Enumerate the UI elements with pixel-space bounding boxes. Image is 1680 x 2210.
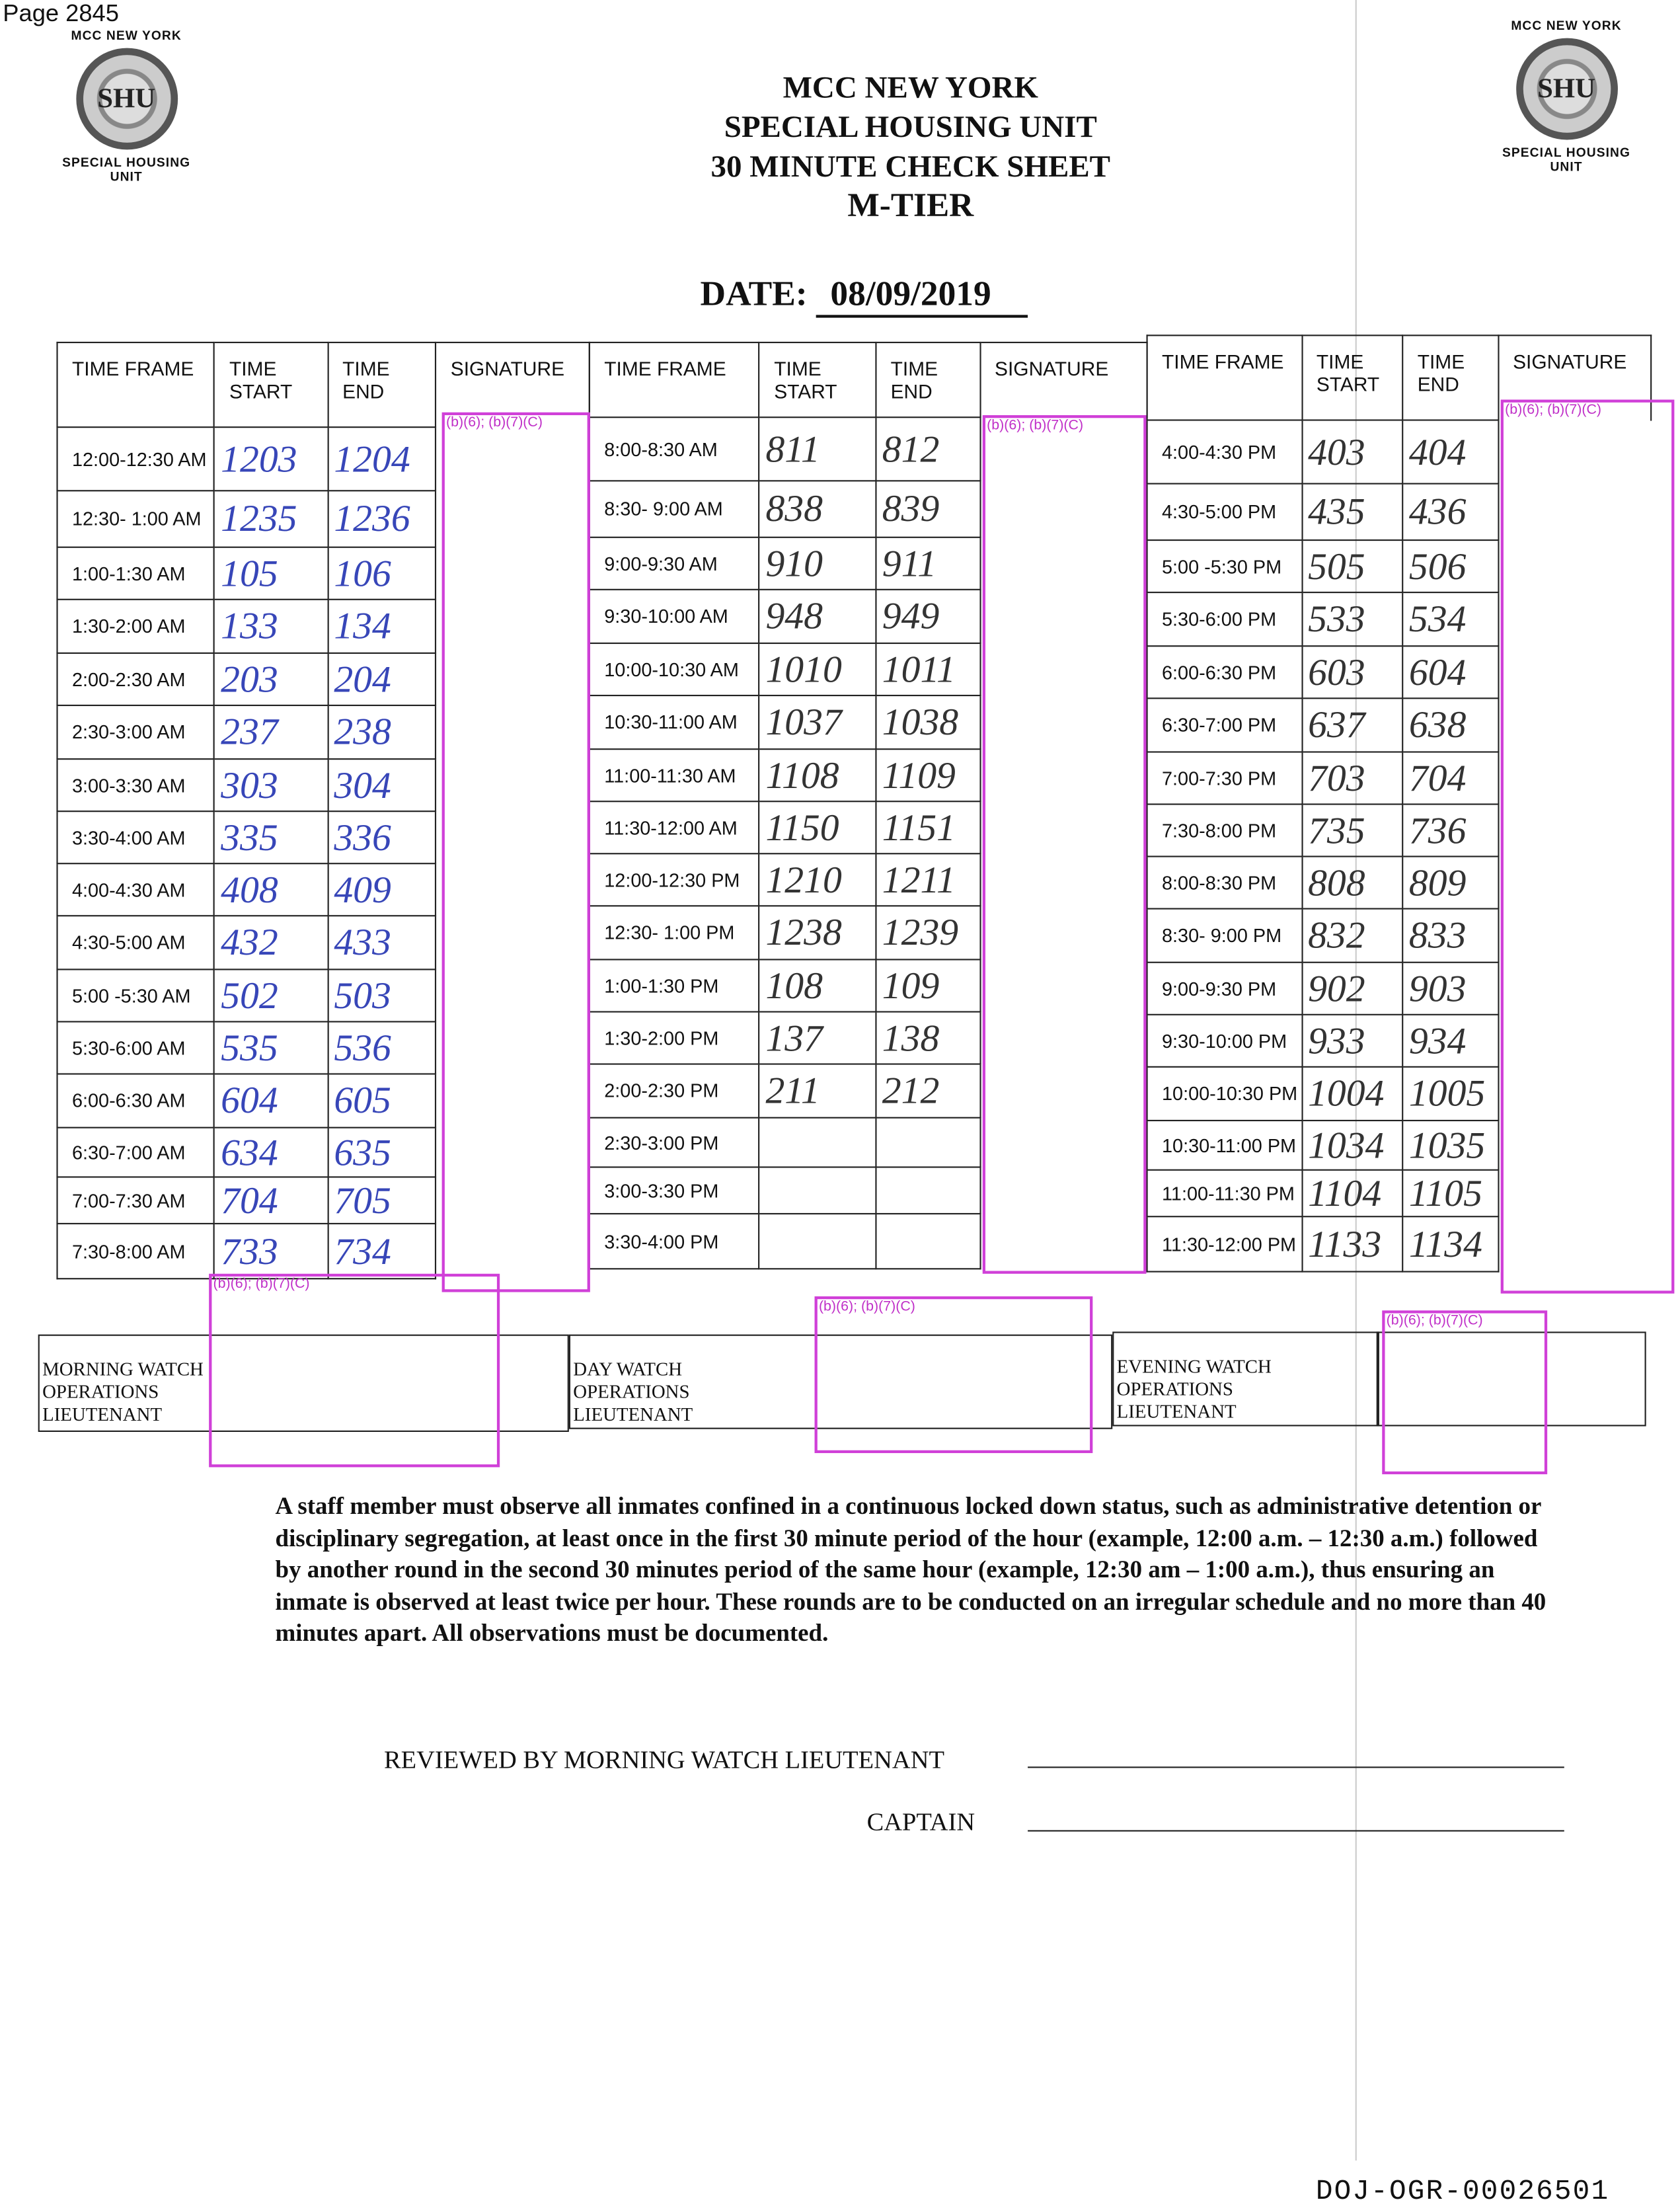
time-end-cell: 109 bbox=[876, 959, 979, 1011]
time-frame-cell: 9:00-9:30 PM bbox=[1147, 963, 1302, 1015]
bates-number: DOJ-OGR-00026501 bbox=[1315, 2176, 1610, 2209]
time-frame-cell: 2:00-2:30 AM bbox=[57, 653, 215, 705]
redaction-label: (b)(6); (b)(7)(C) bbox=[1386, 1313, 1483, 1329]
time-frame-cell: 10:00-10:30 PM bbox=[1147, 1067, 1302, 1121]
time-start-cell: 432 bbox=[215, 916, 328, 969]
time-end-cell: 204 bbox=[328, 653, 436, 705]
time-end-cell: 1211 bbox=[876, 853, 979, 906]
redaction-box bbox=[1382, 1310, 1547, 1474]
time-end-cell: 1236 bbox=[328, 491, 436, 547]
time-end-cell: 604 bbox=[1402, 646, 1498, 698]
time-frame-cell: 6:00-6:30 PM bbox=[1147, 646, 1302, 698]
time-start-cell: 838 bbox=[759, 481, 876, 537]
time-start-cell: 435 bbox=[1301, 484, 1402, 540]
time-end-cell: 1239 bbox=[876, 906, 979, 959]
time-frame-cell: 2:00-2:30 PM bbox=[590, 1064, 759, 1118]
time-frame-cell: 1:00-1:30 PM bbox=[590, 959, 759, 1011]
time-frame-cell: 5:00 -5:30 AM bbox=[57, 969, 215, 1021]
time-frame-cell: 12:00-12:30 PM bbox=[590, 853, 759, 906]
time-frame-cell: 7:30-8:00 PM bbox=[1147, 805, 1302, 857]
time-start-cell bbox=[759, 1118, 876, 1167]
column-header-time-end: TIME END bbox=[328, 342, 436, 427]
time-start-cell bbox=[759, 1167, 876, 1213]
morning-lieutenant-label: MORNING WATCH OPERATIONS LIEUTENANT bbox=[42, 1358, 204, 1425]
time-frame-cell: 3:00-3:30 PM bbox=[590, 1167, 759, 1213]
time-end-cell: 605 bbox=[328, 1074, 436, 1128]
time-start-cell: 948 bbox=[759, 590, 876, 643]
time-start-cell: 811 bbox=[759, 417, 876, 481]
time-end-cell: 1011 bbox=[876, 643, 979, 695]
time-frame-cell: 8:30- 9:00 AM bbox=[590, 481, 759, 537]
time-frame-cell: 6:30-7:00 AM bbox=[57, 1128, 215, 1177]
time-frame-cell: 3:30-4:00 PM bbox=[590, 1214, 759, 1269]
time-frame-cell: 4:00-4:30 AM bbox=[57, 863, 215, 916]
time-start-cell: 535 bbox=[215, 1021, 328, 1074]
time-frame-cell: 6:00-6:30 AM bbox=[57, 1074, 215, 1128]
time-start-cell: 902 bbox=[1301, 963, 1402, 1015]
time-start-cell: 502 bbox=[215, 969, 328, 1021]
time-start-cell: 1010 bbox=[759, 643, 876, 695]
time-end-cell: 1109 bbox=[876, 749, 979, 801]
time-end-cell: 433 bbox=[328, 916, 436, 969]
time-end-cell: 704 bbox=[1402, 752, 1498, 804]
time-end-cell: 839 bbox=[876, 481, 979, 537]
time-frame-cell: 11:00-11:30 PM bbox=[1147, 1170, 1302, 1216]
redaction-box bbox=[209, 1274, 500, 1468]
time-frame-cell: 12:00-12:30 AM bbox=[57, 427, 215, 491]
time-start-cell: 634 bbox=[215, 1128, 328, 1177]
time-end-cell: 705 bbox=[328, 1177, 436, 1223]
page-label: Page 2845 bbox=[3, 0, 119, 27]
time-end-cell: 534 bbox=[1402, 592, 1498, 646]
time-end-cell: 404 bbox=[1402, 420, 1498, 483]
shu-seal-icon: SHU bbox=[1515, 38, 1617, 140]
divider bbox=[1377, 1331, 1379, 1426]
time-frame-cell: 5:30-6:00 PM bbox=[1147, 592, 1302, 646]
column-header-time-start: TIME START bbox=[215, 342, 328, 427]
redaction-box bbox=[815, 1296, 1093, 1453]
time-end-cell: 1151 bbox=[876, 801, 979, 853]
reviewed-signature-line bbox=[1028, 1766, 1564, 1768]
time-frame-cell: 11:30-12:00 PM bbox=[1147, 1216, 1302, 1271]
logo-bottom-text: SPECIAL HOUSING UNIT bbox=[1502, 145, 1631, 174]
time-frame-cell: 4:30-5:00 PM bbox=[1147, 484, 1302, 540]
time-end-cell: 1134 bbox=[1402, 1216, 1498, 1271]
date-label: DATE: bbox=[700, 275, 808, 314]
policy-text: A staff member must observe all inmates confined in a continuous locked down status, such as administrative detention or disciplinary segregation, at least once in the first 30 minute period of the hour (example, 12:00 a.m. – 12:30 a.m.) followed by another round in the second 30 minutes period of the same hour (example, 12:30 am – 1:00 a.m.), thus ensuring an inmate is observed at least twice per hour. These rounds are to be conducted on an irregular schedule and no more than 40 minutes apart. All observations must be documented. bbox=[275, 1492, 1546, 1647]
date-value: 08/09/2019 bbox=[816, 276, 1028, 318]
time-start-cell: 832 bbox=[1301, 909, 1402, 963]
time-start-cell: 408 bbox=[215, 863, 328, 916]
time-end-cell: 212 bbox=[876, 1064, 979, 1118]
time-frame-cell: 3:00-3:30 AM bbox=[57, 759, 215, 811]
time-end-cell: 1038 bbox=[876, 695, 979, 749]
time-start-cell: 733 bbox=[215, 1224, 328, 1279]
column-header-time-start: TIME START bbox=[759, 342, 876, 417]
time-end-cell: 736 bbox=[1402, 805, 1498, 857]
captain-label: CAPTAIN bbox=[866, 1807, 975, 1836]
time-start-cell: 1238 bbox=[759, 906, 876, 959]
time-start-cell: 1150 bbox=[759, 801, 876, 853]
evening-lieutenant-box bbox=[1112, 1331, 1646, 1426]
redaction-box bbox=[442, 413, 590, 1292]
time-start-cell: 533 bbox=[1301, 592, 1402, 646]
evening-lieutenant-label: EVENING WATCH OPERATIONS LIEUTENANT bbox=[1116, 1355, 1272, 1423]
time-frame-cell: 10:30-11:00 PM bbox=[1147, 1121, 1302, 1170]
column-header-signature: SIGNATURE bbox=[980, 342, 1147, 417]
time-end-cell: 506 bbox=[1402, 540, 1498, 592]
time-end-cell: 638 bbox=[1402, 698, 1498, 752]
time-frame-cell: 4:30-5:00 AM bbox=[57, 916, 215, 969]
title-line-3: 30 MINUTE CHECK SHEET bbox=[710, 148, 1111, 184]
redaction-box bbox=[983, 415, 1147, 1274]
date-field bbox=[701, 276, 1028, 318]
time-end-cell bbox=[876, 1167, 979, 1213]
column-header-signature: SIGNATURE bbox=[1498, 335, 1652, 420]
time-start-cell: 1034 bbox=[1301, 1121, 1402, 1170]
time-frame-cell: 10:00-10:30 AM bbox=[590, 643, 759, 695]
redaction-label: (b)(6); (b)(7)(C) bbox=[446, 415, 543, 431]
time-frame-cell: 7:00-7:30 PM bbox=[1147, 752, 1302, 804]
time-end-cell: 1035 bbox=[1402, 1121, 1498, 1170]
time-frame-cell: 7:00-7:30 AM bbox=[57, 1177, 215, 1223]
time-end-cell: 734 bbox=[328, 1224, 436, 1279]
time-start-cell: 910 bbox=[759, 537, 876, 590]
time-frame-cell: 11:30-12:00 AM bbox=[590, 801, 759, 853]
time-end-cell: 304 bbox=[328, 759, 436, 811]
time-start-cell: 403 bbox=[1301, 420, 1402, 483]
time-start-cell: 1133 bbox=[1301, 1216, 1402, 1271]
time-start-cell: 604 bbox=[215, 1074, 328, 1128]
time-start-cell: 603 bbox=[1301, 646, 1402, 698]
time-end-cell: 409 bbox=[328, 863, 436, 916]
time-end-cell: 503 bbox=[328, 969, 436, 1021]
time-frame-cell: 6:30-7:00 PM bbox=[1147, 698, 1302, 752]
title-tier: M-TIER bbox=[847, 188, 974, 225]
time-frame-cell: 9:30-10:00 AM bbox=[590, 590, 759, 643]
reviewed-by-label: REVIEWED BY MORNING WATCH LIEUTENANT bbox=[384, 1745, 944, 1774]
time-start-cell: 933 bbox=[1301, 1015, 1402, 1067]
time-frame-cell: 9:00-9:30 AM bbox=[590, 537, 759, 590]
title-line-2: SPECIAL HOUSING UNIT bbox=[724, 108, 1097, 144]
time-frame-cell: 5:00 -5:30 PM bbox=[1147, 540, 1302, 592]
time-start-cell: 1108 bbox=[759, 749, 876, 801]
time-end-cell bbox=[876, 1214, 979, 1269]
time-frame-cell: 1:30-2:00 AM bbox=[57, 600, 215, 653]
time-start-cell: 1235 bbox=[215, 491, 328, 547]
logo-top-text: MCC NEW YORK bbox=[1511, 18, 1622, 33]
time-start-cell: 303 bbox=[215, 759, 328, 811]
time-start-cell: 1203 bbox=[215, 427, 328, 491]
sheet-title bbox=[558, 68, 1264, 226]
time-frame-cell: 2:30-3:00 AM bbox=[57, 705, 215, 759]
time-end-cell: 949 bbox=[876, 590, 979, 643]
column-header-time-end: TIME END bbox=[876, 342, 979, 417]
time-start-cell bbox=[759, 1214, 876, 1269]
column-header-time-end: TIME END bbox=[1402, 335, 1498, 420]
time-start-cell: 105 bbox=[215, 547, 328, 600]
time-start-cell: 637 bbox=[1301, 698, 1402, 752]
title-line-1: MCC NEW YORK bbox=[783, 69, 1038, 105]
time-frame-cell: 11:00-11:30 AM bbox=[590, 749, 759, 801]
time-end-cell: 812 bbox=[876, 417, 979, 481]
time-end-cell: 1105 bbox=[1402, 1170, 1498, 1216]
time-end-cell bbox=[876, 1118, 979, 1167]
time-end-cell: 1204 bbox=[328, 427, 436, 491]
time-end-cell: 635 bbox=[328, 1128, 436, 1177]
column-header-time-frame: TIME FRAME bbox=[57, 342, 215, 427]
time-start-cell: 1004 bbox=[1301, 1067, 1402, 1121]
time-start-cell: 133 bbox=[215, 600, 328, 653]
time-start-cell: 335 bbox=[215, 811, 328, 863]
time-end-cell: 106 bbox=[328, 547, 436, 600]
time-frame-cell: 1:30-2:00 PM bbox=[590, 1012, 759, 1064]
column-header-time-start: TIME START bbox=[1301, 335, 1402, 420]
time-end-cell: 436 bbox=[1402, 484, 1498, 540]
logo-bottom-text: SPECIAL HOUSING UNIT bbox=[62, 155, 191, 184]
column-header-time-frame: TIME FRAME bbox=[590, 342, 759, 417]
time-frame-cell: 4:00-4:30 PM bbox=[1147, 420, 1302, 483]
time-end-cell: 336 bbox=[328, 811, 436, 863]
time-end-cell: 903 bbox=[1402, 963, 1498, 1015]
time-frame-cell: 5:30-6:00 AM bbox=[57, 1021, 215, 1074]
time-start-cell: 237 bbox=[215, 705, 328, 759]
time-start-cell: 137 bbox=[759, 1012, 876, 1064]
time-end-cell: 911 bbox=[876, 537, 979, 590]
column-header-time-frame: TIME FRAME bbox=[1147, 335, 1302, 420]
time-frame-cell: 12:30- 1:00 AM bbox=[57, 491, 215, 547]
time-start-cell: 505 bbox=[1301, 540, 1402, 592]
time-start-cell: 203 bbox=[215, 653, 328, 705]
time-frame-cell: 10:30-11:00 AM bbox=[590, 695, 759, 749]
time-end-cell: 809 bbox=[1402, 857, 1498, 909]
captain-signature-line bbox=[1028, 1830, 1564, 1831]
day-lieutenant-label: DAY WATCH OPERATIONS LIEUTENANT bbox=[573, 1358, 693, 1425]
shu-logo-right bbox=[1500, 19, 1634, 174]
time-frame-cell: 8:00-8:30 PM bbox=[1147, 857, 1302, 909]
time-end-cell: 238 bbox=[328, 705, 436, 759]
time-start-cell: 703 bbox=[1301, 752, 1402, 804]
redaction-label: (b)(6); (b)(7)(C) bbox=[987, 418, 1084, 434]
shu-seal-icon: SHU bbox=[75, 48, 177, 150]
time-end-cell: 833 bbox=[1402, 909, 1498, 963]
time-frame-cell: 8:00-8:30 AM bbox=[590, 417, 759, 481]
time-start-cell: 735 bbox=[1301, 805, 1402, 857]
time-frame-cell: 2:30-3:00 PM bbox=[590, 1118, 759, 1167]
redaction-label: (b)(6); (b)(7)(C) bbox=[213, 1277, 310, 1292]
logo-top-text: MCC NEW YORK bbox=[71, 28, 182, 43]
redaction-label: (b)(6); (b)(7)(C) bbox=[1505, 402, 1602, 418]
time-start-cell: 704 bbox=[215, 1177, 328, 1223]
time-start-cell: 1037 bbox=[759, 695, 876, 749]
time-frame-cell: 1:00-1:30 AM bbox=[57, 547, 215, 600]
time-frame-cell: 8:30- 9:00 PM bbox=[1147, 909, 1302, 963]
time-end-cell: 1005 bbox=[1402, 1067, 1498, 1121]
redaction-box bbox=[1501, 400, 1675, 1294]
time-start-cell: 1210 bbox=[759, 853, 876, 906]
header-row bbox=[590, 342, 1147, 417]
time-frame-cell: 9:30-10:00 PM bbox=[1147, 1015, 1302, 1067]
shu-logo-left bbox=[59, 28, 194, 184]
time-end-cell: 536 bbox=[328, 1021, 436, 1074]
time-start-cell: 108 bbox=[759, 959, 876, 1011]
time-frame-cell: 3:30-4:00 AM bbox=[57, 811, 215, 863]
column-header-signature: SIGNATURE bbox=[436, 342, 589, 427]
time-end-cell: 934 bbox=[1402, 1015, 1498, 1067]
time-frame-cell: 12:30- 1:00 PM bbox=[590, 906, 759, 959]
time-end-cell: 138 bbox=[876, 1012, 979, 1064]
time-frame-cell: 7:30-8:00 AM bbox=[57, 1224, 215, 1279]
time-start-cell: 211 bbox=[759, 1064, 876, 1118]
redaction-label: (b)(6); (b)(7)(C) bbox=[818, 1299, 915, 1315]
time-start-cell: 808 bbox=[1301, 857, 1402, 909]
time-start-cell: 1104 bbox=[1301, 1170, 1402, 1216]
time-end-cell: 134 bbox=[328, 600, 436, 653]
